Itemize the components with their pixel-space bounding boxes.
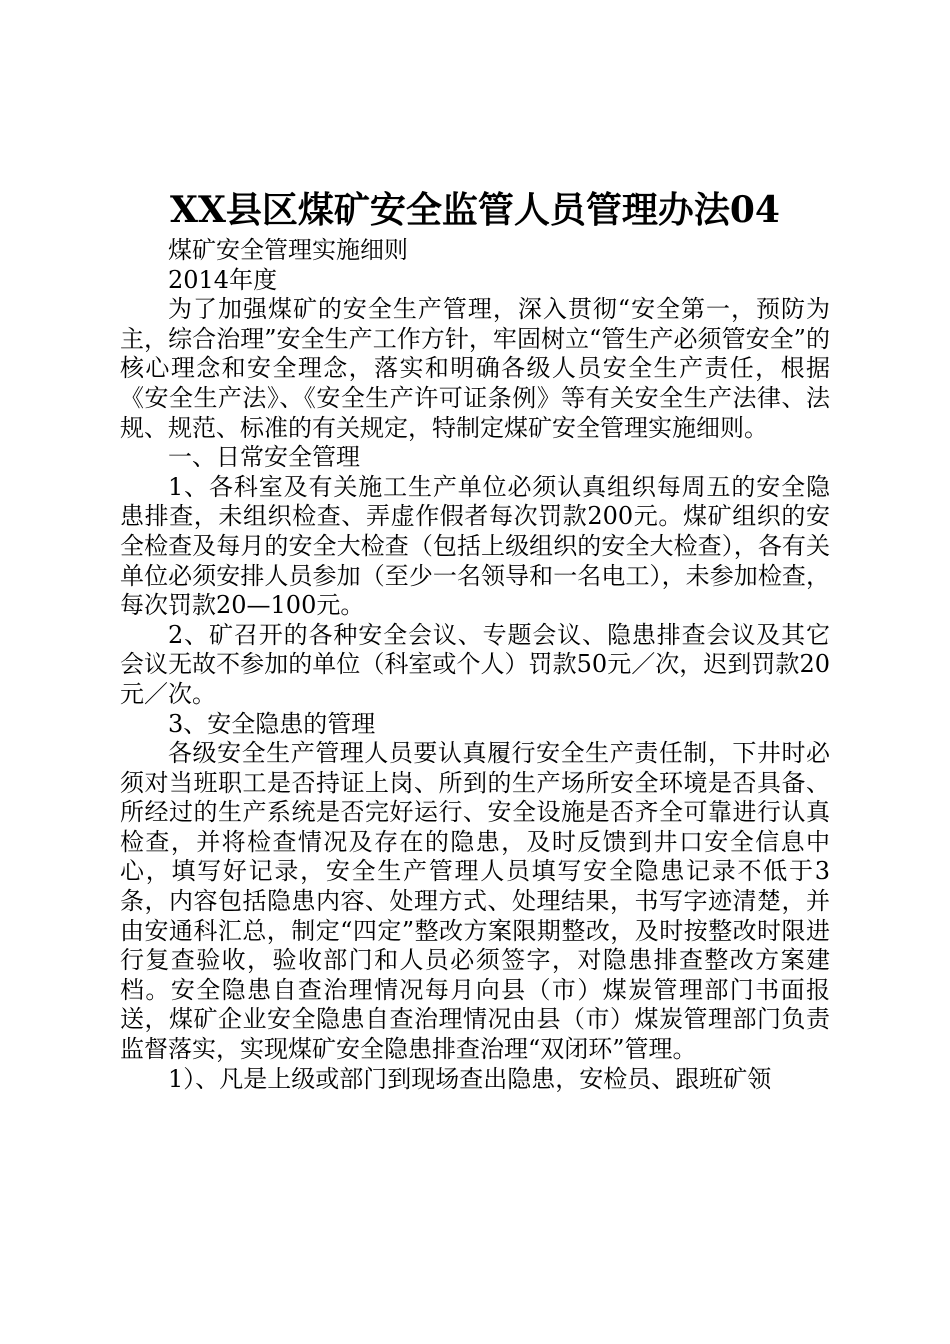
clause-paragraph: 1、各科室及有关施工生产单位必须认真组织每周五的安全隐患排查，未组织检查、弄虚作假者每次罚款200元。煤矿组织的安全检查及每月的安全大检查（包括上级组织的安全大检查），各有关单位必须安排人员参加（至少一名领导和一名电工），未参加检查，每次罚款20—100元。 <box>120 472 830 620</box>
intro-paragraph: 为了加强煤矿的安全生产管理，深入贯彻“安全第一，预防为主，综合治理”安全生产工作方针，牢固树立“管生产必须管安全”的核心理念和安全理念，落实和明确各级人员安全生产责任，根据《安全生产法》、《安全生产许可证条例》等有关安全生产法律、法规、规范、标准的有关规定，特制定煤矿安全管理实施细则。 <box>120 295 830 442</box>
clause-paragraph: 1）、凡是上级或部门到现场查出隐患，安检员、跟班矿领 <box>168 1064 772 1093</box>
body-paragraph: 各级安全生产管理人员要认真履行安全生产责任制，下井时必须对当班职工是否持证上岗、所到的生产场所安全环境是否具备、所经过的生产系统是否完好运行、安全设施是否齐全可靠进行认真检查，并将检查情况及存在的隐患，及时反馈到井口安全信息中心，填写好记录，安全生产管理人员填写安全隐患记录不低于3条，内容包括隐患内容、处理方式、处理结果，书写字迹清楚，并由安通科汇总，制定“四定”整改方案限期整改，及时按整改时限进行复查验收，验收部门和人员必须签字，对隐患排查整改方案建档。安全隐患自查治理情况每月向县（市）煤炭管理部门书面报送，煤矿企业安全隐患自查治理情况由县（市）煤炭管理部门负责监督落实，实现煤矿安全隐患排查治理“双闭环”管理。 <box>120 739 830 1064</box>
section-heading: 一、日常安全管理 <box>168 443 360 472</box>
clause-paragraph: 2、矿召开的各种安全会议、专题会议、隐患排查会议及其它会议无故不参加的单位（科室或个人）罚款50元／次，迟到罚款20元／次。 <box>120 620 830 708</box>
subtitle: 煤矿安全管理实施细则 <box>168 236 408 264</box>
document-title: XX县区煤矿安全监管人员管理办法04 <box>170 189 780 231</box>
year-line: 2014年度 <box>168 265 278 294</box>
document-body <box>120 236 830 1094</box>
subsection-heading: 3、安全隐患的管理 <box>168 709 376 738</box>
